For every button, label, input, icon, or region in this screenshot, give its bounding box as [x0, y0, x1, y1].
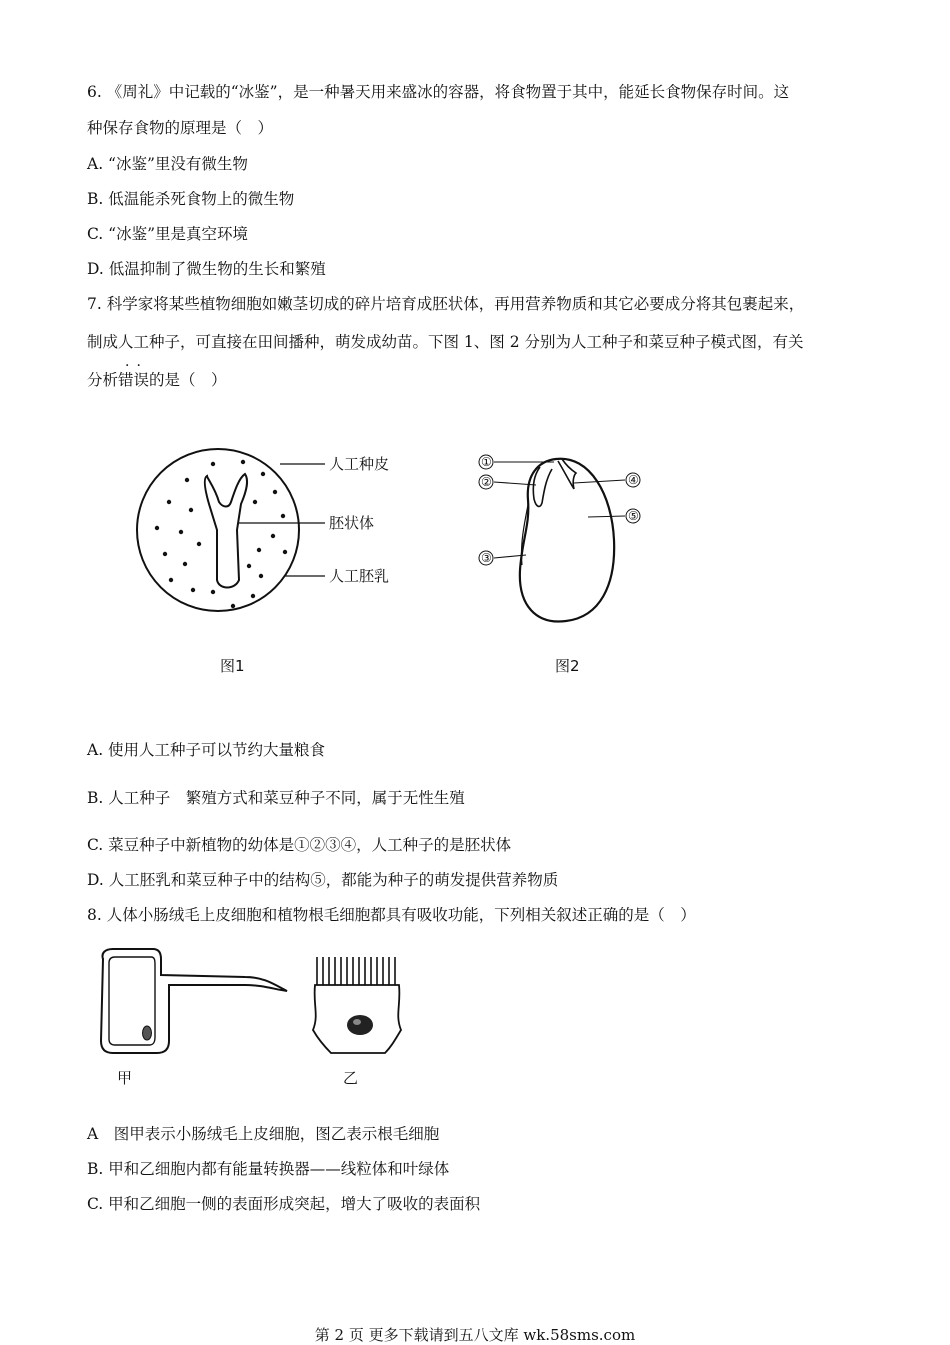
label-jia: 甲	[117, 1069, 133, 1087]
q7-stem-line3: 分析错误的是（ ）	[87, 371, 227, 389]
embryoid-shape	[205, 474, 247, 588]
q7-stem-line2: 制成人工种子，可直接在田间播种，萌发成幼苗。下图 1、图 2 分别为人工种子和菜豆种子模式图，有关	[87, 333, 804, 351]
microvilli	[317, 957, 395, 985]
figure-3-cells	[95, 945, 425, 1090]
q7-stem-line1: 7. 科学家将某些植物细胞如嫩茎切成的碎片培育成胚状体，再用营养物质和其它必要成分将其包裹起来，	[87, 295, 805, 313]
label-part-3: ③	[481, 551, 492, 565]
figure-1-caption: 图1	[220, 657, 245, 675]
label-part-4: ④	[628, 473, 639, 487]
figure-2-bean-seed	[470, 445, 660, 630]
nucleus-1	[143, 1026, 152, 1040]
emphasis-dots: ··	[125, 358, 148, 374]
radicle-shape	[533, 467, 552, 506]
label-part-2: ②	[481, 475, 492, 489]
page-footer: 第 2 页 更多下载请到五八文库 wk.58sms.com	[314, 1326, 636, 1344]
q7-option-b: B. 人工种子 繁殖方式和菜豆种子不同，属于无性生殖	[87, 789, 465, 807]
q7-option-c: C. 菜豆种子中新植物的幼体是①②③④，人工种子的是胚状体	[87, 836, 512, 854]
plumule-shape	[558, 459, 576, 489]
q8-stem: 8. 人体小肠绒毛上皮细胞和植物根毛细胞都具有吸收功能，下列相关叙述正确的是（ ）	[87, 906, 696, 924]
q6-option-c: C. “冰鉴”里是真空环境	[87, 225, 249, 243]
q6-option-a: A. “冰鉴”里没有微生物	[87, 155, 248, 173]
figure-2-caption: 图2	[555, 657, 580, 675]
label-part-5: ⑤	[628, 509, 639, 523]
label-embryoid: 胚状体	[329, 514, 375, 532]
q6-stem-line1: 6. 《周礼》中记载的“冰鉴”，是一种暑天用来盛冰的容器，将食物置于其中，能延长食物保存时间。这	[87, 83, 790, 101]
label-yi: 乙	[343, 1069, 359, 1087]
q6-stem-line2: 种保存食物的原理是（ ）	[87, 119, 274, 137]
figure-1-artificial-seed	[135, 440, 425, 630]
q6-option-d: D. 低温抑制了微生物的生长和繁殖	[87, 260, 326, 278]
q8-option-c: C. 甲和乙细胞一侧的表面形成突起，增大了吸收的表面积	[87, 1195, 481, 1213]
q6-option-b: B. 低温能杀死食物上的微生物	[87, 190, 295, 208]
label-part-1: ①	[481, 455, 492, 469]
nucleus-2	[347, 1015, 373, 1035]
q8-option-b: B. 甲和乙细胞内都有能量转换器——线粒体和叶绿体	[87, 1160, 450, 1178]
q7-option-a: A. 使用人工种子可以节约大量粮食	[87, 741, 326, 759]
label-artificial-endosperm: 人工胚乳	[329, 567, 390, 585]
q8-option-a: A 图甲表示小肠绒毛上皮细胞，图乙表示根毛细胞	[87, 1125, 440, 1143]
root-hair-cell-outline	[101, 949, 287, 1053]
label-artificial-seed-coat: 人工种皮	[329, 455, 390, 473]
q7-option-d: D. 人工胚乳和菜豆种子中的结构⑤，都能为种子的萌发提供营养物质	[87, 871, 559, 889]
